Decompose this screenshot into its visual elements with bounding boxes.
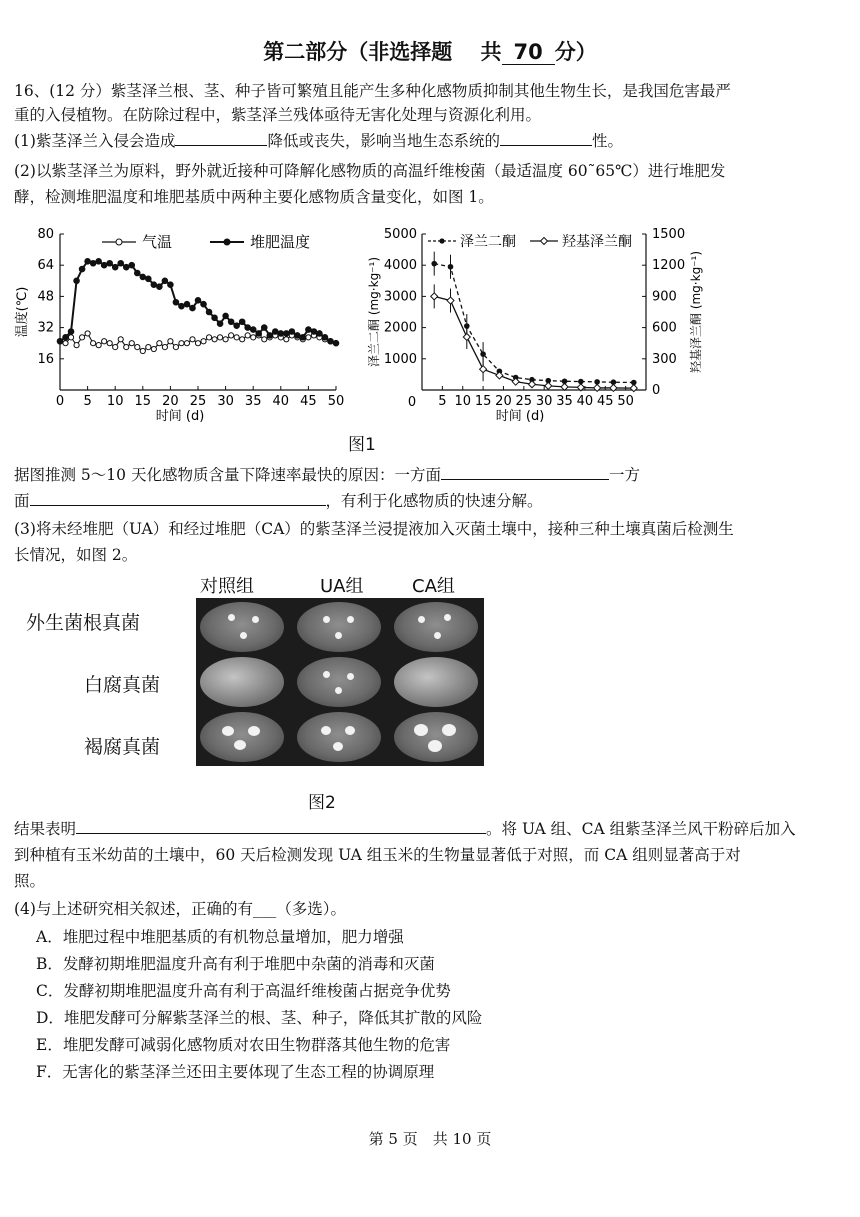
y-tick-label: 3000 [383,289,417,305]
q3-line2: 长情况，如图 2。 [14,546,138,564]
y-tick-label: 16 [37,351,54,367]
q2-reason-line2: 面 ，有利于化感物质的快速分解。 [14,492,543,510]
petri-dish [297,602,381,652]
data-point [217,321,223,327]
data-point [102,339,107,344]
y-tick-label: 0 [652,383,661,398]
answer-blank[interactable] [30,490,326,506]
data-point [240,337,245,342]
data-point [113,345,118,350]
x-tick-label: 5 [83,394,92,409]
x-tick-label: 50 [327,394,345,409]
y-tick-label: 300 [652,351,677,367]
data-point [85,331,90,336]
y-tick-label: 2000 [383,320,417,336]
data-point [229,333,234,338]
q3-line-b: 到种植有玉米幼苗的土壤中，60 天后检测发现 UA 组玉米的生物量显著低于对照，而 CA 组则显著高于对 [14,846,741,864]
data-point [234,323,240,329]
data-point [328,338,334,344]
data-point [140,348,145,353]
data-point [528,381,535,388]
legend-marker [224,239,230,245]
data-point [295,333,301,339]
data-point [245,333,250,338]
y-tick-label: 600 [652,320,677,336]
x-tick-label: 25 [515,394,533,409]
data-point [91,341,96,346]
data-point [129,262,135,268]
x-tick-label: 0 [55,394,65,409]
data-point [123,264,129,270]
data-point [262,337,267,342]
figure1-temperature-chart [14,222,354,422]
data-point [212,315,218,321]
petri-dish [200,657,284,707]
x-tick-label: 20 [162,394,179,409]
y-axis-label: 温度(℃) [15,286,30,338]
y-tick-label: 1200 [652,258,686,274]
data-point [250,327,256,333]
data-point [223,313,229,319]
x-tick-label: 20 [495,394,512,409]
data-point [278,331,284,337]
q1-line: (1)紫茎泽兰入侵会造成 降低或丧失，影响当地生态系统的 性。 [14,132,623,150]
y-tick-label: 5000 [383,227,417,242]
option-c[interactable]: C．发酵初期堆肥温度升高有利于高温纤维梭菌占据竞争优势 [36,982,451,1000]
q2-reason-line1: 据图推测 5～10 天化感物质含量下降速率最快的原因：一方面 一方 [14,466,640,484]
data-point [190,337,195,342]
data-point [129,341,134,346]
option-b[interactable]: B．发酵初期堆肥温度升高有利于堆肥中杂菌的消毒和灭菌 [36,955,435,973]
legend-marker [541,238,548,245]
x-tick-label: 45 [596,394,614,409]
petri-dish [394,602,478,652]
y-tick-label: 1000 [383,351,417,367]
x-tick-label: 35 [244,394,262,409]
legend-marker [439,238,444,243]
data-point [63,335,69,341]
q3-result-line: 结果表明 。将 UA 组、CA 组紫茎泽兰风干粉碎后加入 [14,820,796,838]
data-point [261,325,267,331]
data-point [107,341,112,346]
data-point [162,345,167,350]
petri-dish [394,657,478,707]
y-tick-label: 48 [37,289,54,305]
q3-line1: (3)将未经堆肥（UA）和经过堆肥（CA）的紫茎泽兰浸提液加入灭菌土壤中，接种三种土壤真菌后检测生 [14,520,734,538]
y-tick-label: 1500 [652,227,686,242]
fungi-culture-photo [196,598,484,766]
x-tick-label: 25 [189,394,207,409]
data-point [228,319,234,325]
data-point [85,259,91,265]
q2-line1: (2)以紫茎泽兰为原料，野外就近接种可降解化感物质的高温纤维梭菌（最适温度 60˜65℃）进行堆肥发 [14,162,726,180]
data-point [201,339,206,344]
series-line-羟基泽兰酮 [434,296,634,388]
option-a[interactable]: A．堆肥过程中堆肥基质的有机物总量增加，肥力增强 [36,928,404,946]
data-point [289,329,295,335]
x-axis-label: 时间 (d) [155,409,205,422]
data-point [306,335,311,340]
legend-label: 羟基泽兰酮 [562,234,632,250]
series-line-泽兰二酮 [434,264,634,383]
data-point [480,366,487,373]
data-point [239,319,245,325]
data-point [157,284,163,290]
data-point [311,329,317,335]
data-point [168,282,174,288]
fig2-row-label: 褐腐真菌 [84,736,161,758]
data-point [447,297,454,304]
answer-blank[interactable] [175,130,267,146]
x-tick-label: 30 [217,394,234,409]
data-point [57,338,63,344]
data-point [146,276,152,282]
x-tick-label: 45 [300,394,317,409]
data-point [322,335,328,341]
data-point [190,305,196,311]
y-tick-label: 80 [37,227,54,242]
data-point [201,301,207,307]
data-point [195,341,200,346]
x-tick-label: 10 [106,394,124,409]
data-point [206,335,211,340]
legend-label: 堆肥温度 [250,233,311,251]
petri-dish [394,712,478,762]
data-point [195,298,201,304]
data-point [300,335,306,341]
data-point [212,337,217,342]
q4-stem: (4)与上述研究相关叙述，正确的有___（多选）。 [14,900,346,918]
data-point [173,299,179,305]
data-point [151,346,156,351]
part-title: 第二部分（非选择题 共 70 分） [263,40,597,64]
x-axis-label: 时间 (d) [495,409,545,422]
data-point [496,372,503,379]
data-point [124,345,129,350]
data-point [118,260,124,266]
data-point [134,270,140,276]
x-tick-label: 40 [576,394,594,409]
data-point [146,345,151,350]
data-point [173,345,178,350]
legend-label: 气温 [142,233,173,251]
data-point [256,331,262,337]
x-tick-label: 0 [407,395,417,410]
y-tick-label: 32 [37,320,54,336]
data-point [561,383,568,390]
petri-dish [297,657,381,707]
x-tick-label: 50 [617,394,634,409]
answer-blank[interactable] [441,464,609,480]
petri-dish [200,602,284,652]
data-point [112,264,118,270]
data-point [107,260,113,266]
option-d[interactable]: D．堆肥发酵可分解紫茎泽兰的根、茎、种子，降低其扩散的风险 [36,1009,483,1027]
x-tick-label: 5 [438,394,447,409]
data-point [317,331,323,337]
data-point [96,343,101,348]
data-point [448,264,454,270]
fig2-col-label: CA组 [412,576,455,597]
data-point [267,333,273,339]
data-point [251,335,256,340]
data-point [431,293,438,300]
data-point [151,282,157,288]
data-point [68,335,73,340]
q16-line2: 重的入侵植物。在防除过程中，紫茎泽兰残体亟待无害化处理与资源化利用。 [14,106,542,124]
data-point [234,335,239,340]
data-point [68,329,74,335]
petri-dish [297,712,381,762]
data-point [245,325,251,331]
x-tick-label: 30 [535,394,553,409]
x-tick-label: 35 [556,394,573,409]
data-point [545,382,552,389]
fig2-col-label: 对照组 [200,576,254,597]
data-point [272,329,278,335]
data-point [284,331,290,337]
data-point [512,378,519,385]
figure2-caption: 图2 [308,793,336,813]
q16-line1: 16、(12 分）紫茎泽兰根、茎、种子皆可繁殖且能产生多种化感物质抑制其他生物生长，是我国危害最严 [14,82,731,100]
data-point [63,341,68,346]
legend-marker [116,239,122,245]
data-point [79,335,84,340]
option-e[interactable]: E．堆肥发酵可减弱化感物质对农田生物群落其他生物的危害 [36,1036,451,1054]
data-point [168,339,173,344]
data-point [118,337,123,342]
figure1-compound-chart [364,222,710,422]
data-point [206,309,212,315]
x-tick-label: 10 [454,394,472,409]
page-footer: 第 5 页 共 10 页 [368,1130,492,1148]
data-point [179,303,185,309]
data-point [74,343,79,348]
data-point [223,337,228,342]
data-point [162,278,168,284]
y-tick-label: 4000 [383,258,417,274]
data-point [431,261,437,267]
answer-blank[interactable] [500,130,592,146]
data-point [463,333,470,340]
data-point [79,266,85,272]
data-point [184,341,189,346]
fig2-col-label: UA组 [320,576,364,597]
y-tick-label: 64 [37,258,54,274]
y-tick-label: 900 [652,289,677,305]
data-point [74,278,80,284]
legend-label: 泽兰二酮 [460,234,516,250]
q3-line-c: 照。 [14,872,46,890]
fig2-row-label: 白腐真菌 [84,674,161,696]
data-point [101,262,107,268]
x-tick-label: 40 [272,394,290,409]
q2-line2: 酵，检测堆肥温度和堆肥基质中两种主要化感物质含量变化，如图 1。 [14,188,494,206]
data-point [480,351,486,357]
data-point [157,341,162,346]
data-point [96,259,102,265]
petri-dish [200,712,284,762]
option-f[interactable]: F．无害化的紫茎泽兰还田主要体现了生态工程的协调原理 [36,1063,435,1081]
data-point [306,327,312,333]
total-score: 70 [502,40,555,65]
x-tick-label: 15 [474,394,492,409]
data-point [217,335,222,340]
data-point [284,337,289,342]
answer-blank[interactable] [76,818,486,834]
y-axis-label-right: 羟基泽兰酮 (mg·kg⁻¹) [689,250,703,374]
data-point [90,260,96,266]
y-axis-label-left: 泽兰二酮 (mg·kg⁻¹) [367,256,381,368]
fig2-row-label: 外生菌根真菌 [26,612,141,634]
data-point [333,340,339,346]
data-point [140,274,146,280]
data-point [179,341,184,346]
data-point [135,345,140,350]
data-point [184,301,190,307]
figure1-caption: 图1 [348,435,376,455]
x-tick-label: 15 [134,394,152,409]
